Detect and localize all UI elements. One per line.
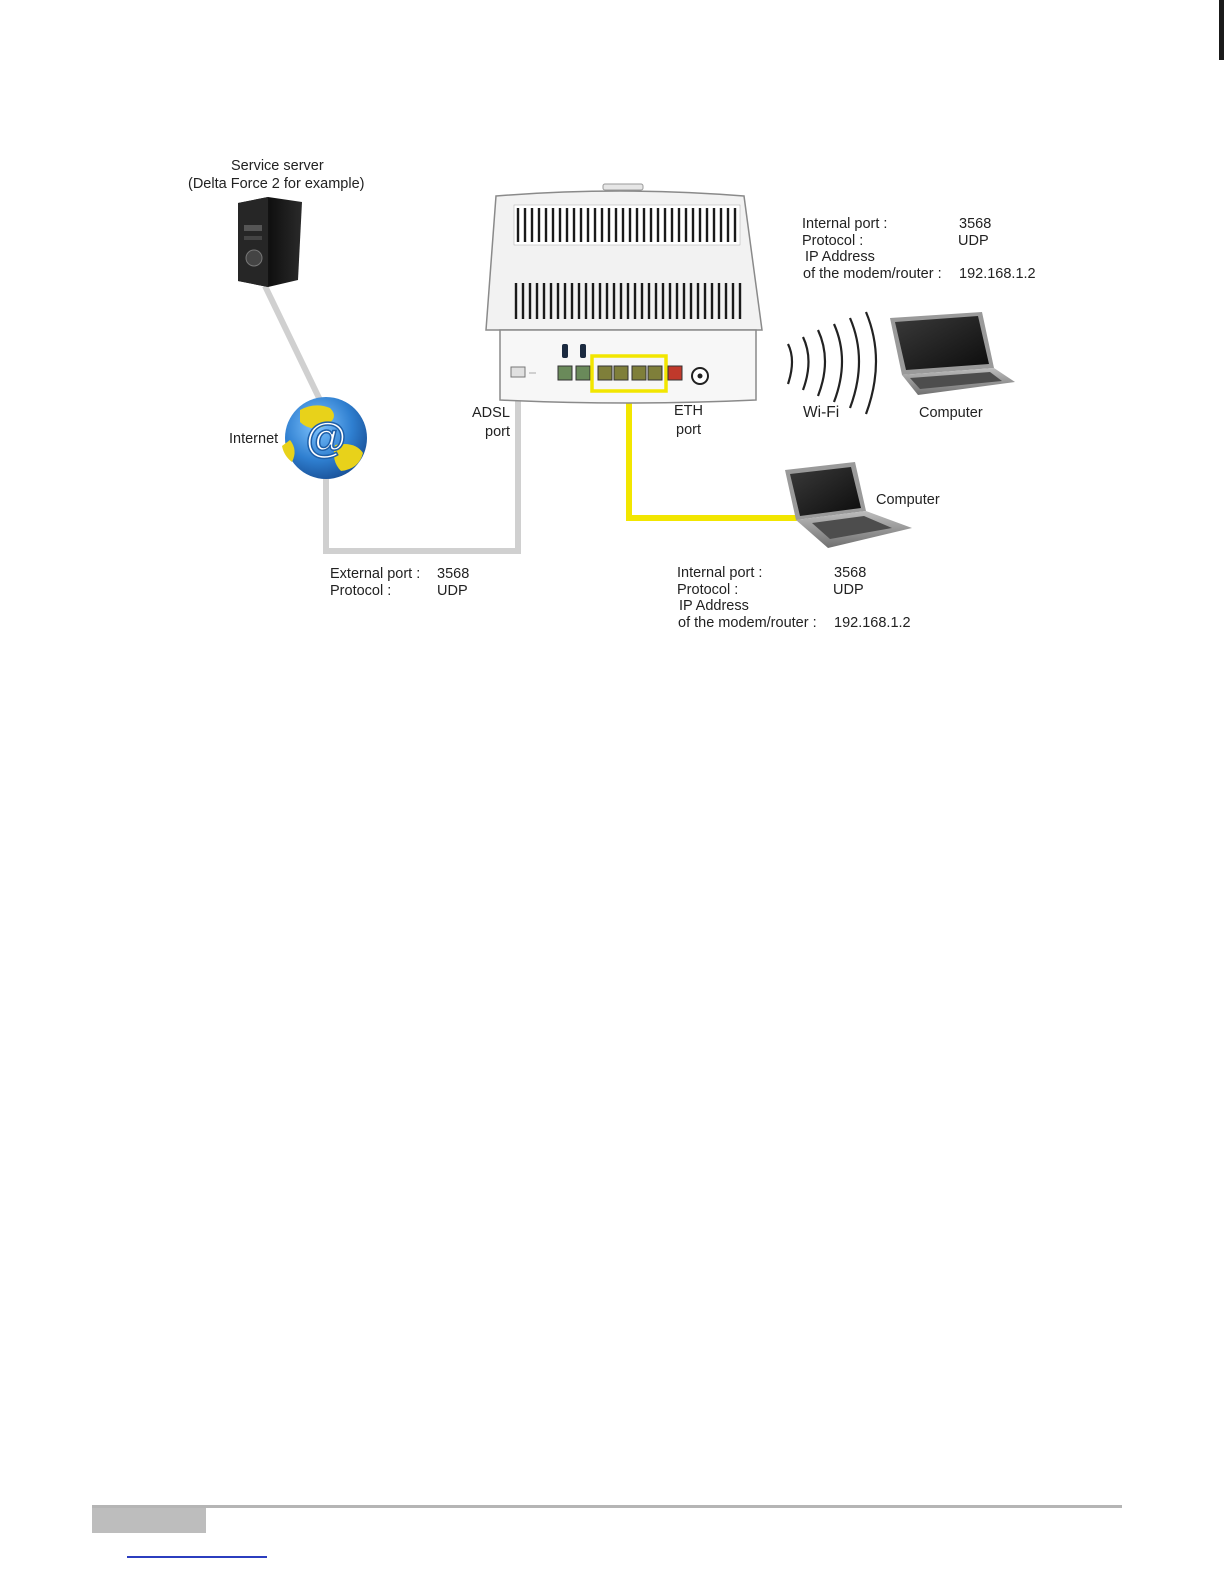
wifi-port-label: Internal port :: [802, 216, 888, 232]
external-port-value: 3568: [437, 566, 470, 582]
wifi-ip-label-2: of the modem/router :: [803, 266, 942, 282]
wan-port-icon: [668, 366, 682, 380]
wifi-protocol-label: Protocol :: [802, 233, 864, 249]
server-subtitle: (Delta Force 2 for example): [188, 176, 365, 192]
server-icon: [238, 197, 302, 287]
footer-divider: [92, 1505, 1122, 1508]
eth-port-label: port: [676, 422, 701, 438]
eth-ip-label-1: IP Address: [679, 598, 749, 614]
eth-ip-label-2: of the modem/router :: [678, 615, 817, 631]
wifi-waves-icon: [788, 312, 876, 414]
adsl-port-label: port: [485, 424, 510, 440]
eth-ip-value: 192.168.1.2: [834, 615, 911, 631]
eth-protocol-label: Protocol :: [677, 582, 739, 598]
external-protocol-label: Protocol :: [330, 583, 392, 599]
eth-port-config-label: Internal port :: [677, 565, 763, 581]
footer-page-tab: [92, 1508, 206, 1533]
footer-link-underline[interactable]: [127, 1556, 267, 1558]
network-diagram: [0, 0, 1224, 700]
external-port-label: External port :: [330, 566, 421, 582]
wifi-ip-label-1: IP Address: [805, 249, 875, 265]
ethernet-cable: [629, 392, 800, 518]
internet-label: Internet: [229, 431, 279, 447]
laptop-wifi-icon: [890, 312, 1015, 395]
adsl-label: ADSL: [472, 405, 510, 421]
router-icon: [486, 184, 762, 403]
svg-text:@: @: [305, 414, 347, 461]
eth-port-config-value: 3568: [834, 565, 867, 581]
wifi-port-value: 3568: [959, 216, 992, 232]
wifi-protocol-value: UDP: [958, 233, 989, 249]
wired-computer-label: Computer: [876, 492, 940, 508]
power-jack-icon: [692, 368, 708, 384]
external-protocol-value: UDP: [437, 583, 468, 599]
globe-icon: [282, 397, 367, 479]
server-title: Service server: [231, 158, 324, 174]
wifi-computer-label: Computer: [919, 405, 983, 421]
wifi-ip-value: 192.168.1.2: [959, 266, 1036, 282]
eth-protocol-value: UDP: [833, 582, 864, 598]
wifi-label: Wi-Fi: [803, 404, 840, 421]
eth-label: ETH: [674, 403, 703, 419]
